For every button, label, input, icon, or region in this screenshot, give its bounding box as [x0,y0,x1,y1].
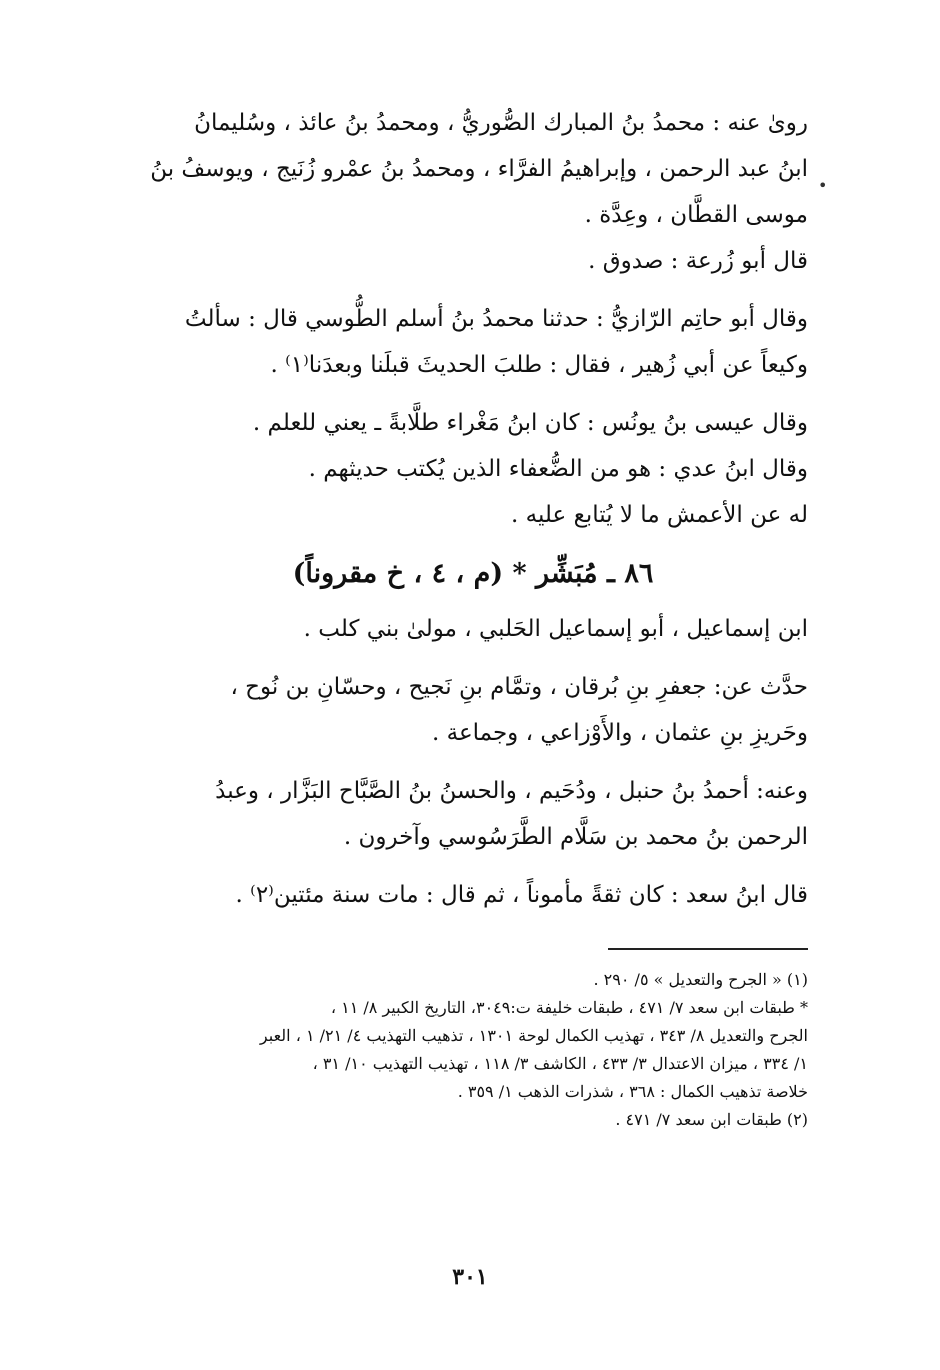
body-line: له عن الأعمش ما لا يُتابع عليه . [511,502,808,528]
footnote-divider [608,948,808,950]
margin-mark: • [818,176,828,195]
footnote: (١) « الجرح والتعديل » ٥/ ٢٩٠ . [593,970,808,989]
body-line: ابنُ عبد الرحمن ، وإبراهيمُ الفرَّاء ، ومحمدُ بنُ عمْرو زُنَيج ، ويوسفُ بنُ [150,156,808,182]
entry-heading: ٨٦ ـ مُبَشِّر * (م ، ٤ ، خ مقروناً) [292,558,654,589]
footnote: ١/ ٣٣٤ ، ميزان الاعتدال ٣/ ٤٣٣ ، الكاشف ٣/ ١١٨ ، تهذيب التهذيب ١٠/ ٣١ ، [312,1054,808,1073]
page-body [138,100,808,1134]
footnote: خلاصة تذهيب الكمال : ٣٦٨ ، شذرات الذهب ١/ ٣٥٩ . [457,1082,808,1101]
entry-line: وعنه: أحمدُ بنُ حنبل ، ودُحَيم ، والحسنُ بنُ الصَّبَّاح البَزَّار ، وعبدُ [215,778,808,804]
entry-line: وحَريزِ بنِ عثمان ، والأَوْزاعي ، وجماعة . [431,720,808,746]
body-line: وقال ابنُ عدي : هو من الضُّعفاء الذين يُكتب حديثهم . [308,456,808,482]
body-line: رویٰ عنه : محمدُ بنُ المبارك الصُّوريُّ ، ومحمدُ بنُ عائذ ، وسُليمانُ [194,110,808,136]
body-line: موسى القطَّان ، وعِدَّة . [584,202,808,228]
entry-line: ابن إسماعيل ، أبو إسماعيل الحَلبي ، مولىٰ بني كلب . [303,616,808,642]
footnote: (٢) طبقات ابن سعد ٧/ ٤٧١ . [615,1110,808,1129]
entry-line: حدَّث عن: جعفرِ بنِ بُرقان ، وتمَّام بنِ نَجيح ، وحسّانِ بن نُوح ، [230,674,808,700]
body-line: وكيعاً عن أبي زُهير ، فقال : طلبَ الحديثَ قبلَنا وبعدَنا⁽١⁾ . [270,352,808,378]
footnote: الجرح والتعديل ٨/ ٣٤٣ ، تهذيب الكمال لوحة ١٣٠١ ، تذهيب التهذيب ٤/ ٢١/ ١ ، العبر [259,1026,808,1045]
body-line: وقال عيسى بنُ يونُس : كان ابنُ مَغْراء طلَّابةً ـ يعني للعلم . [252,410,808,436]
body-line: قال أبو زُرعة : صدوق . [588,248,808,274]
footnote: * طبقات ابن سعد ٧/ ٤٧١ ، طبقات خليفة ت:٣٠٤٩، التاريخ الكبير ٨/ ١١ ، [330,998,808,1017]
body-line: وقال أبو حاتِم الرّازيُّ : حدثنا محمدُ بنُ أسلم الطُّوسي قال : سألتُ [184,306,808,332]
page-number: ٣٠١ [452,1264,488,1290]
entry-line: الرحمن بنُ محمد بن سَلَّام الطَّرَسُوسي وآخرون . [343,824,808,850]
entry-line: قال ابنُ سعد : كان ثقةً مأموناً ، ثم قال : مات سنة مئتين⁽٢⁾ . [235,882,808,908]
